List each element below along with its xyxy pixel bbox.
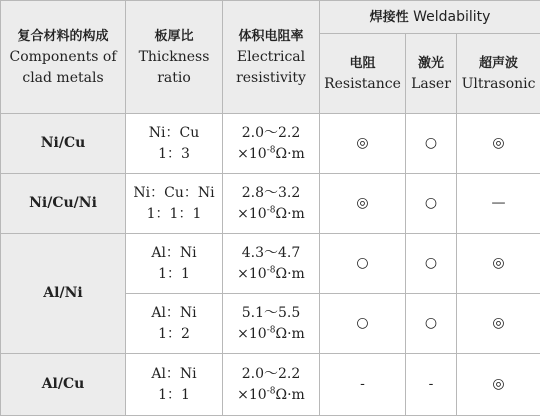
header-components <box>1 1 126 114</box>
laser-weld-mark: - <box>406 354 457 416</box>
header-components-en-2: clad metals <box>1 68 125 89</box>
ratio-elements: Ni：Cu <box>126 123 222 144</box>
header-resistivity-zh: 体积电阻率 <box>223 26 319 47</box>
header-ultrasonic-zh: 超声波 <box>457 53 540 74</box>
laser-weld-mark: ○ <box>406 234 457 294</box>
ultrasonic-weld-mark: — <box>457 174 540 234</box>
resistivity-cell <box>223 354 320 416</box>
header-resistivity-en-1: Electrical <box>223 47 319 68</box>
material-cell: Al/Cu <box>1 354 126 416</box>
table-row <box>1 354 540 416</box>
resistivity-value: 5.1～5.5 <box>223 303 319 324</box>
ratio-cell <box>126 234 223 294</box>
laser-weld-mark: ○ <box>406 114 457 174</box>
resistivity-value: 2.0～2.2 <box>223 364 319 385</box>
header-laser-en: Laser <box>406 74 456 95</box>
header-resistance <box>320 34 406 114</box>
table-row <box>1 174 540 234</box>
ratio-elements: Al：Ni <box>126 303 222 324</box>
ratio-cell <box>126 294 223 354</box>
header-components-zh: 复合材料的构成 <box>1 26 125 47</box>
ratio-elements: Al：Ni <box>126 364 222 385</box>
resistivity-cell <box>223 294 320 354</box>
resistance-weld-mark: ○ <box>320 234 406 294</box>
ratio-values: 1：2 <box>126 324 222 345</box>
resistivity-unit: $\times 10^{-8}\Omega\cdot m$ <box>223 264 319 285</box>
ultrasonic-weld-mark: ◎ <box>457 234 540 294</box>
ratio-cell <box>126 354 223 416</box>
resistivity-value: 4.3～4.7 <box>223 243 319 264</box>
ratio-cell <box>126 174 223 234</box>
resistance-weld-mark: - <box>320 354 406 416</box>
table-row <box>1 234 540 294</box>
header-ultrasonic-en: Ultrasonic <box>457 74 540 95</box>
header-thickness-en-1: Thickness <box>126 47 222 68</box>
ultrasonic-weld-mark: ◎ <box>457 294 540 354</box>
laser-weld-mark: ○ <box>406 294 457 354</box>
resistance-weld-mark: ◎ <box>320 174 406 234</box>
resistivity-cell <box>223 174 320 234</box>
material-cell: Ni/Cu <box>1 114 126 174</box>
resistivity-unit: $\times 10^{-8}\Omega\cdot m$ <box>223 204 319 225</box>
header-weldability-zh: 焊接性 <box>370 10 409 25</box>
header-components-en-1: Components of <box>1 47 125 68</box>
material-cell: Al/Ni <box>1 234 126 354</box>
header-resistivity-en-2: resistivity <box>223 68 319 89</box>
resistance-weld-mark: ○ <box>320 294 406 354</box>
ratio-cell <box>126 114 223 174</box>
ratio-values: 1：1：1 <box>126 204 222 225</box>
header-resistivity <box>223 1 320 114</box>
table-row <box>1 114 540 174</box>
header-thickness-en-2: ratio <box>126 68 222 89</box>
resistance-weld-mark: ◎ <box>320 114 406 174</box>
ratio-values: 1：1 <box>126 264 222 285</box>
header-weldability <box>320 1 540 34</box>
header-laser <box>406 34 457 114</box>
header-weldability-en: Weldability <box>413 9 490 25</box>
header-thickness-zh: 板厚比 <box>126 26 222 47</box>
ratio-elements: Al：Ni <box>126 243 222 264</box>
header-thickness <box>126 1 223 114</box>
ratio-values: 1：1 <box>126 385 222 406</box>
header-resistance-zh: 电阻 <box>320 53 405 74</box>
material-cell: Ni/Cu/Ni <box>1 174 126 234</box>
resistivity-cell <box>223 114 320 174</box>
resistivity-value: 2.8～3.2 <box>223 183 319 204</box>
header-ultrasonic <box>457 34 540 114</box>
ultrasonic-weld-mark: ◎ <box>457 114 540 174</box>
ultrasonic-weld-mark: ◎ <box>457 354 540 416</box>
resistivity-value: 2.0～2.2 <box>223 123 319 144</box>
resistivity-cell <box>223 234 320 294</box>
resistivity-unit: $\times 10^{-8}\Omega\cdot m$ <box>223 144 319 165</box>
resistivity-unit: $\times 10^{-8}\Omega\cdot m$ <box>223 324 319 345</box>
header-resistance-en: Resistance <box>320 74 405 95</box>
laser-weld-mark: ○ <box>406 174 457 234</box>
resistivity-unit: $\times 10^{-8}\Omega\cdot m$ <box>223 385 319 406</box>
header-laser-zh: 激光 <box>406 53 456 74</box>
ratio-elements: Ni：Cu：Ni <box>126 183 222 204</box>
ratio-values: 1：3 <box>126 144 222 165</box>
